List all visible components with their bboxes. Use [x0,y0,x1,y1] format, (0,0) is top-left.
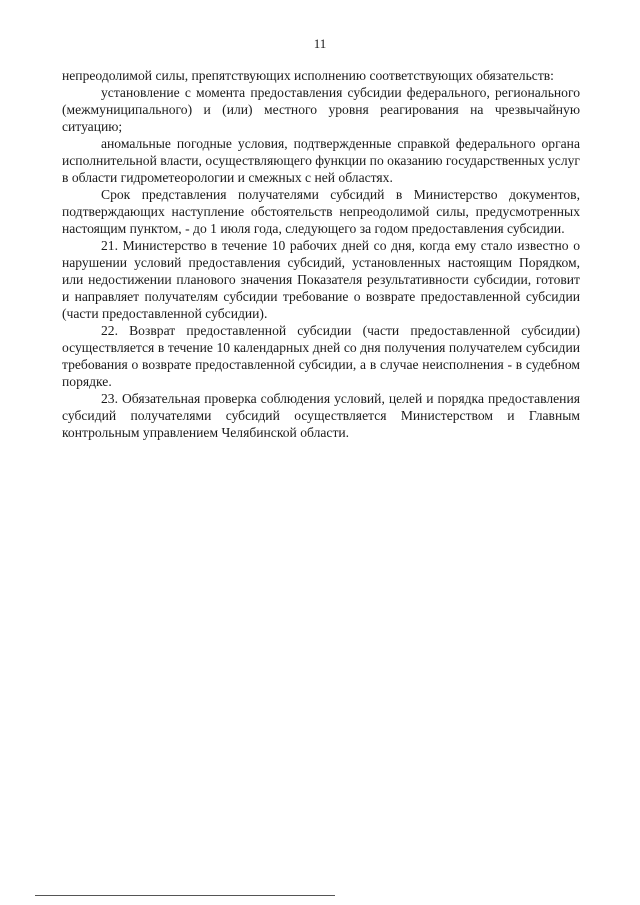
paragraph-document-deadline: Срок представления получателями субсидий в Министерство документов, подтверждающих наступление обстоятельств непреодолимой силы, предусмотренных настоящим пунктом, - до 1 июля года, следующего за годом предоставления субсидии. [62,187,580,236]
footer-rule [35,895,335,896]
paragraph-item-21: 21. Министерство в течение 10 рабочих дней со дня, когда ему стало известно о нарушении условий предоставления субсидий, установленных настоящим Порядком, или недостижении планового значения Показателя результативности субсидии, готовит и направляет получателям субсидии требование о возврате предоставленной субсидии (части предоставленной субсидии). [62,238,580,321]
paragraph-item-22: 22. Возврат предоставленной субсидии (части предоставленной субсидии) осуществляется в течение 10 календарных дней со дня получения получателем субсидии требования о возврате предоставленной субсидии, а в случае неисполнения - в судебном порядке. [62,323,580,389]
document-body [62,67,580,441]
paragraph-force-majeure-continuation: непреодолимой силы, препятствующих исполнению соответствующих обязательств: [62,68,554,83]
paragraph-emergency-response: установление с момента предоставления субсидии федерального, регионального (межмуниципального) и (или) местного уровня реагирования на чрезвычайную ситуацию; [62,85,580,134]
paragraph-weather-conditions: аномальные погодные условия, подтвержденные справкой федерального органа исполнительной власти, осуществляющего функции по оказанию государственных услуг в области гидрометеорологии и смежных с ней областях. [62,136,581,185]
page-number: 11 [313,36,327,51]
paragraph-item-23: 23. Обязательная проверка соблюдения условий, целей и порядка предоставления субсидий получателями субсидий осуществляется Министерством и Главным контрольным управлением Челябинской области. [62,391,580,440]
